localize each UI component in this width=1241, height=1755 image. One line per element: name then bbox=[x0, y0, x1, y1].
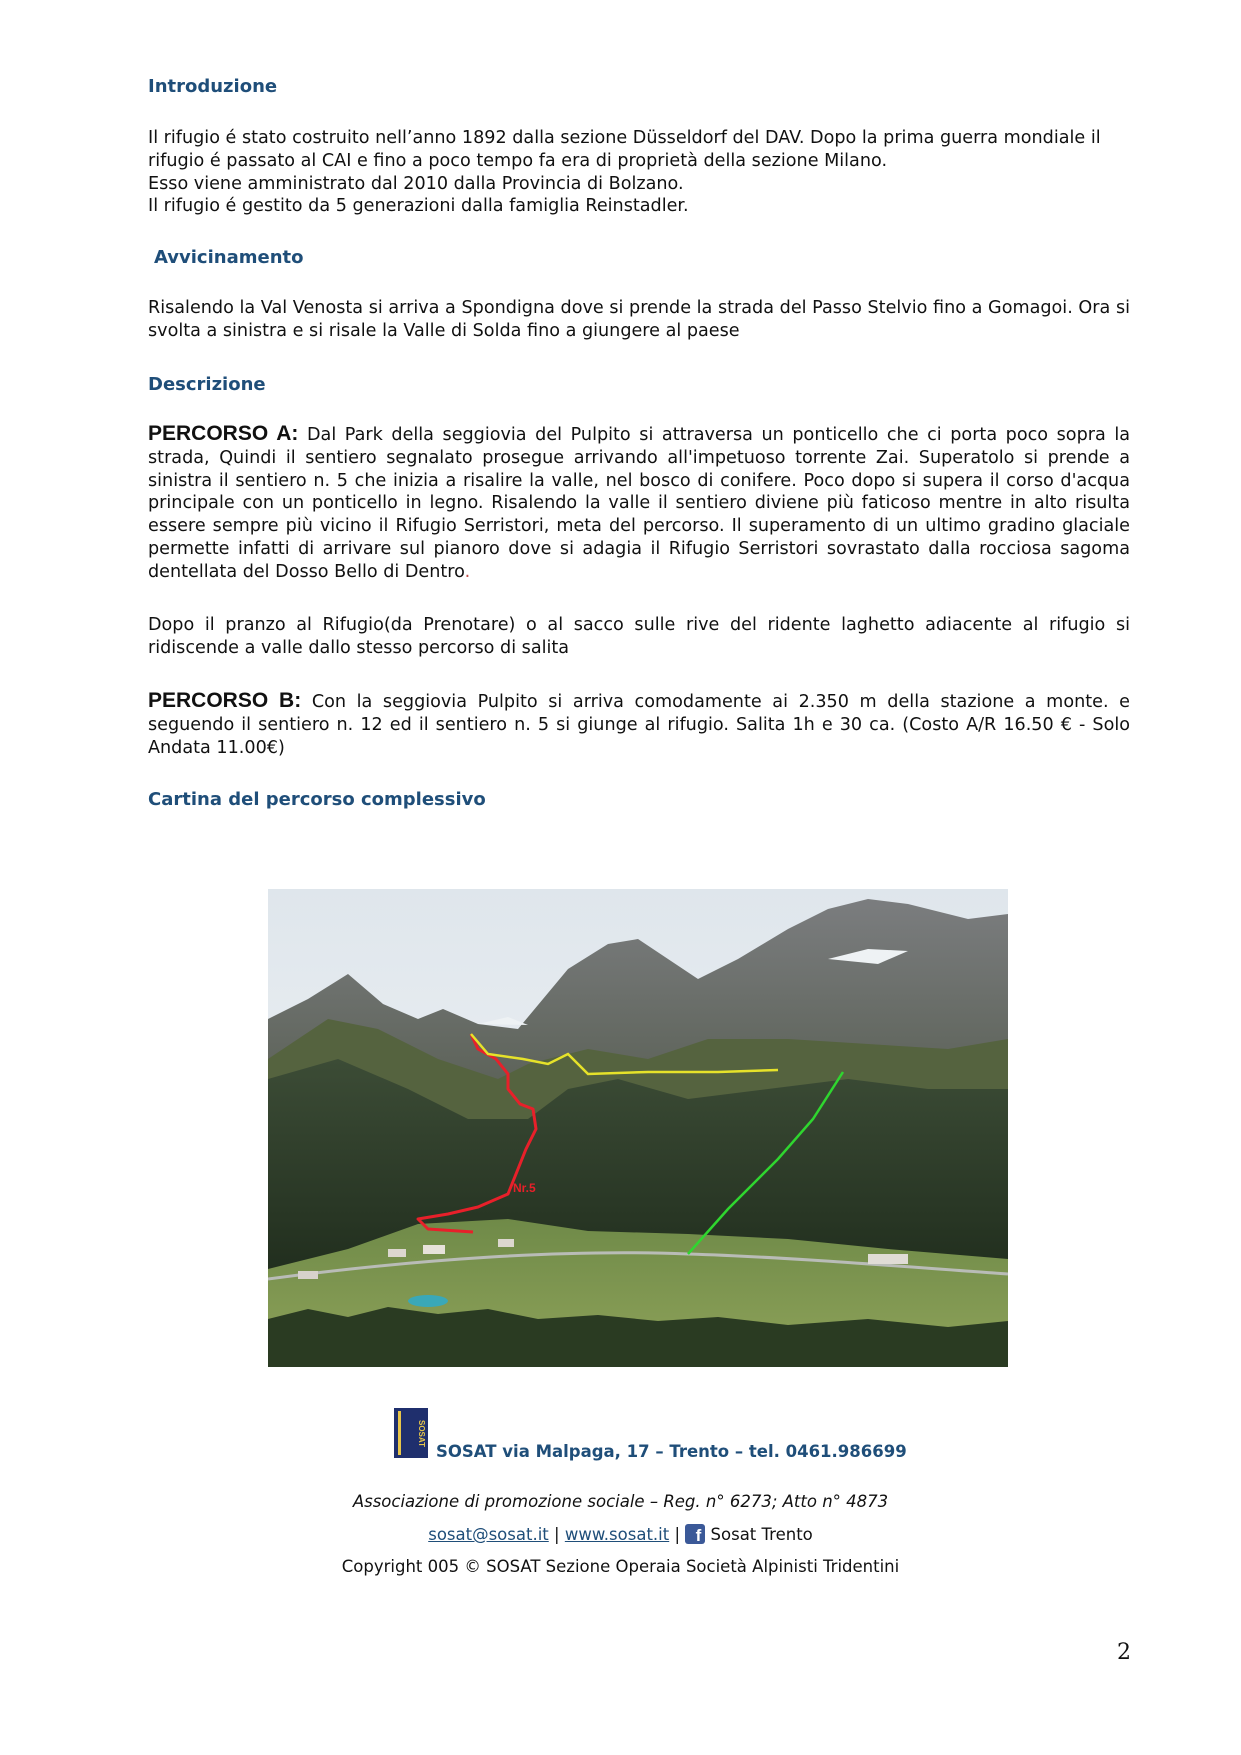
route-a-label: PERCORSO A: bbox=[148, 422, 299, 445]
return-text: Dopo il pranzo al Rifugio(da Prenotare) o al sacco sulle rive del ridente laghetto adiacente al rifugio si ridiscende a valle dallo stesso percorso di salita bbox=[148, 615, 1130, 658]
route-a-end: . bbox=[464, 561, 471, 582]
footer-address: SOSAT via Malpaga, 17 – Trento – tel. 0461.986699 bbox=[436, 1442, 907, 1461]
logo-text: SOSAT bbox=[417, 1419, 426, 1447]
separator: | bbox=[554, 1525, 560, 1544]
website-link[interactable]: www.sosat.it bbox=[564, 1525, 670, 1544]
route-a-text bbox=[148, 423, 1130, 584]
path-label: Nr.5 bbox=[513, 1181, 536, 1195]
route-map-photo bbox=[268, 889, 1008, 1367]
description-heading: Descrizione bbox=[148, 374, 266, 395]
route-b-text bbox=[148, 690, 1130, 759]
footer-copyright: Copyright 005 © SOSAT Sezione Operaia Società Alpinisti Tridentini bbox=[341, 1557, 900, 1576]
facebook-icon[interactable]: f bbox=[685, 1524, 705, 1544]
map-heading: Cartina del percorso complessivo bbox=[148, 789, 486, 810]
intro-line: Il rifugio é stato costruito nell’anno 1892 dalla sezione Düsseldorf del DAV. Dopo la prima guerra mondiale il rifugio é passato al CAI e fino a poco tempo fa era di proprietà della sezione Milano. bbox=[148, 128, 1101, 171]
facebook-label: Sosat Trento bbox=[710, 1525, 813, 1544]
intro-line: Esso viene amministrato dal 2010 dalla Provincia di Bolzano. bbox=[148, 173, 684, 194]
approach-text: Risalendo la Val Venosta si arriva a Spondigna dove si prende la strada del Passo Stelvio fino a Gomagoi. Ora si svolta a sinistra e si risale la Valle di Solda fino a giungere al paese bbox=[148, 298, 1130, 341]
intro-heading: Introduzione bbox=[148, 76, 278, 97]
intro-text bbox=[148, 127, 1130, 218]
page-number: 2 bbox=[1117, 1640, 1131, 1665]
footer-association: Associazione di promozione sociale – Reg. n° 6273; Atto n° 4873 bbox=[352, 1492, 889, 1511]
intro-line: Il rifugio é gestito da 5 generazioni dalla famiglia Reinstadler. bbox=[148, 196, 689, 217]
email-link[interactable]: sosat@sosat.it bbox=[428, 1525, 549, 1544]
mountain-landscape-image bbox=[268, 889, 1008, 1367]
route-b-label: PERCORSO B: bbox=[148, 689, 302, 712]
footer-links bbox=[0, 1524, 1241, 1544]
separator: | bbox=[674, 1525, 681, 1544]
route-b-body: Con la seggiovia Pulpito si arriva comodamente ai 2.350 m della stazione a monte. e seguendo il sentiero n. 12 ed il sentiero n. 5 si giunge al rifugio. Salita 1h e 30 ca. (Costo A/R 16.50 € - Solo Andata 11.00€) bbox=[148, 692, 1130, 758]
route-a-body: Dal Park della seggiovia del Pulpito si attraversa un ponticello che ci porta poco sopra la strada, Quindi il sentiero segnalato prosegue arrivando all'impetuoso torrente Zai. Superatolo si prende a sinistra il sentiero n. 5 che inizia a risalire la valle, nel bosco di conifere. Poco dopo si supera il corso d'acqua principale con un ponticello in legno. Risalendo la valle il sentiero diviene più faticoso mentre in alto risulta essere sempre più vicino il Rifugio Serristori, meta del percorso. Il superamento di un ultimo gradino glaciale permette infatti di arrivare sul pianoro dove si adagia il Rifugio Serristori sovrastato dalla rocciosa sagoma dentellata del Dosso Bello di Dentro bbox=[148, 425, 1131, 582]
logo-stripe bbox=[398, 1411, 401, 1455]
sosat-logo bbox=[394, 1408, 428, 1458]
approach-heading: Avvicinamento bbox=[154, 247, 304, 268]
